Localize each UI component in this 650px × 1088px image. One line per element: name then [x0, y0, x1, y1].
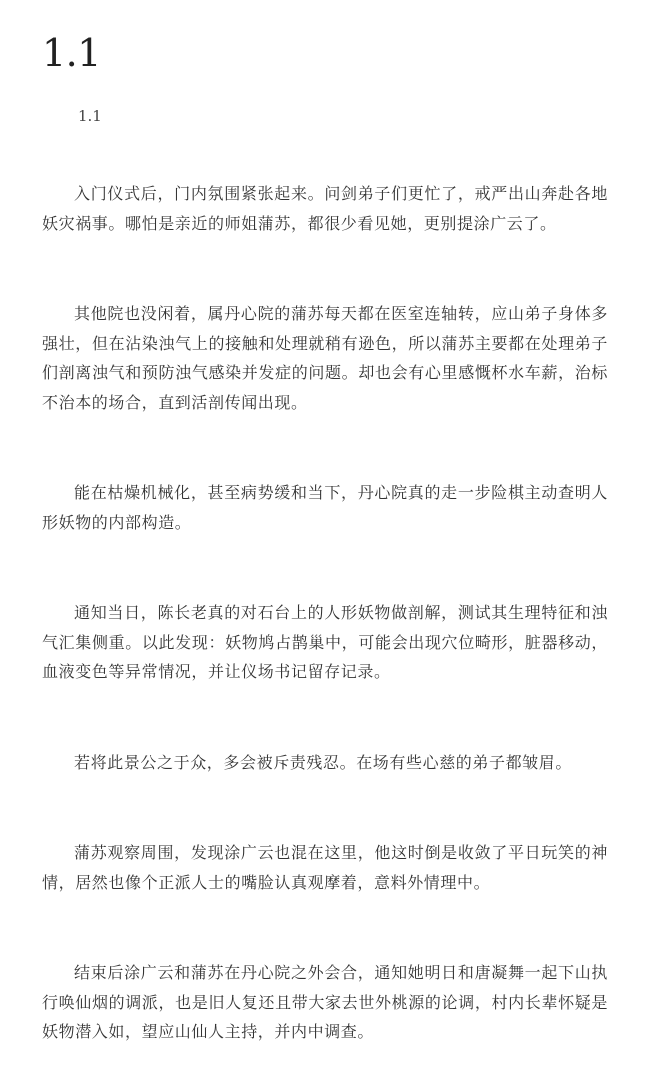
chapter-title: 1.1 — [42, 31, 101, 75]
paragraph-2: 其他院也没闲着，属丹心院的蒲苏每天都在医室连轴转，应山弟子身体多强壮，但在沾染浊气上的接触和处理就稍有逊色，所以蒲苏主要都在处理弟子们剖离浊气和预防浊气感染并发症的问题。却也会有心里感慨杯水车薪，治标不治本的场合，直到活剖传闻出现。 — [42, 304, 608, 412]
paragraph-6: 蒲苏观察周围，发现涂广云也混在这里，他这时倒是收敛了平日玩笑的神情，居然也像个正派人士的嘴脸认真观摩着，意料外情理中。 — [42, 843, 608, 892]
paragraph-1: 入门仪式后，门内氛围紧张起来。问剑弟子们更忙了，戒严出山奔赴各地妖灾祸事。哪怕是亲近的师姐蒲苏，都很少看见她，更别提涂广云了。 — [42, 184, 608, 233]
paragraph-3: 能在枯燥机械化，甚至病势缓和当下，丹心院真的走一步险棋主动查明人形妖物的内部构造。 — [42, 483, 608, 532]
paragraph-4: 通知当日，陈长老真的对石台上的人形妖物做剖解，测试其生理特征和浊气汇集侧重。以此发现：妖物鸠占鹊巢中，可能会出现穴位畸形，脏器移动，血液变色等异常情况，并让仪场书记留存记录。 — [42, 603, 608, 681]
paragraph-7: 结束后涂广云和蒲苏在丹心院之外会合，通知她明日和唐凝舞一起下山执行唤仙烟的调派，也是旧人复还且带大家去世外桃源的论调，村内长辈怀疑是妖物潜入如，望应山仙人主持，并内中调查。 — [42, 963, 608, 1041]
paragraph-5: 若将此景公之于众，多会被斥责残忍。在场有些心慈的弟子都皱眉。 — [74, 752, 573, 772]
chapter-subtitle: 1.1 — [78, 107, 102, 125]
chapter-body — [42, 179, 608, 1047]
